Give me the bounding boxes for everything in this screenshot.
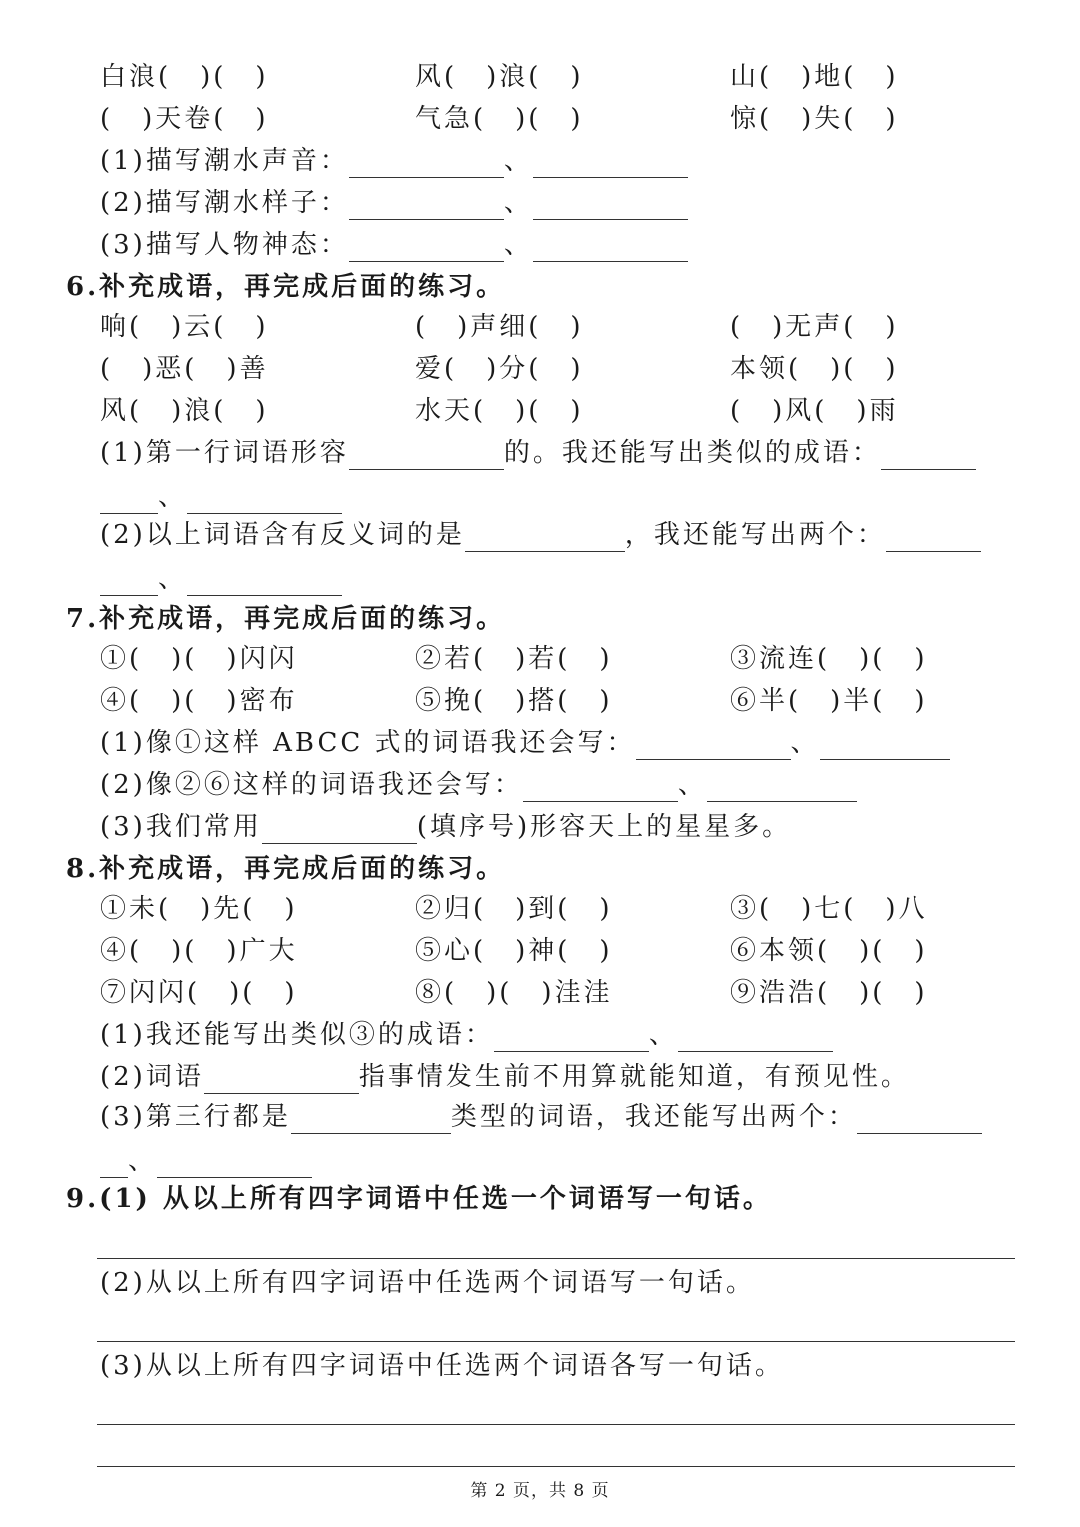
q5-sub-2: (2)描写潮水样子： 、: [100, 186, 688, 220]
answer-line[interactable]: [349, 149, 504, 178]
idiom-blank: ⑥本领( )( ): [730, 936, 928, 966]
answer-line[interactable]: [533, 233, 688, 262]
idiom-blank: 气急( )( ): [415, 104, 584, 134]
idiom-blank: 白浪( )( ): [100, 62, 269, 92]
question-9-sub-1: 9.(1) 从以上所有四字词语中任选一个词语写一句话。: [66, 1184, 772, 1214]
answer-line[interactable]: [857, 1105, 982, 1134]
idiom-blank: ③( )七( )八: [730, 894, 928, 924]
answer-line[interactable]: [100, 485, 158, 514]
idiom-blank: ①未( )先( ): [100, 894, 298, 924]
idiom-blank: 风( )浪( ): [415, 62, 584, 92]
idiom-blank: 山( )地( ): [730, 62, 899, 92]
answer-line[interactable]: [100, 1149, 128, 1178]
writing-line[interactable]: [97, 1258, 1015, 1259]
idiom-blank: ①( )( )闪闪: [100, 644, 298, 674]
answer-line[interactable]: [187, 567, 342, 596]
idiom-blank: 响( )云( ): [100, 312, 269, 342]
answer-line[interactable]: [533, 191, 688, 220]
answer-line[interactable]: [465, 523, 625, 552]
answer-line[interactable]: [707, 773, 857, 802]
answer-line[interactable]: [881, 441, 976, 470]
idiom-blank: 水天( )( ): [415, 396, 584, 426]
answer-line[interactable]: [187, 485, 342, 514]
answer-line[interactable]: [820, 731, 950, 760]
page-footer: 第 2 页，共 8 页: [470, 1481, 610, 1501]
q6-sub-2-cont: 、: [100, 562, 342, 596]
answer-line[interactable]: [349, 233, 504, 262]
q6-sub-1-cont: 、: [100, 480, 342, 514]
q8-sub-3-cont: 、: [100, 1144, 312, 1178]
idiom-blank: ( )恶( )善: [100, 354, 269, 384]
q7-sub-2: (2)像②⑥这样的词语我还会写： 、: [100, 768, 857, 802]
idiom-blank: ( )风( )雨: [730, 396, 899, 426]
writing-line[interactable]: [97, 1424, 1015, 1425]
answer-line[interactable]: [636, 731, 791, 760]
idiom-blank: ⑤心( )神( ): [415, 936, 613, 966]
idiom-blank: ⑤挽( )搭( ): [415, 686, 613, 716]
q8-sub-2: (2)词语 指事情发生前不用算就能知道，有预见性。: [100, 1062, 910, 1092]
question-9-sub-3: (3)从以上所有四字词语中任选两个词语各写一句话。: [100, 1351, 784, 1381]
answer-line[interactable]: [100, 567, 158, 596]
idiom-blank: 本领( )( ): [730, 354, 899, 384]
q5-sub-1: (1)描写潮水声音： 、: [100, 144, 688, 178]
answer-line[interactable]: [678, 1023, 833, 1052]
answer-line[interactable]: [262, 815, 417, 844]
idiom-blank: ⑦闪闪( )( ): [100, 978, 298, 1008]
idiom-blank: ②归( )到( ): [415, 894, 613, 924]
answer-line[interactable]: [157, 1149, 312, 1178]
q8-sub-1: (1)我还能写出类似③的成语： 、: [100, 1018, 833, 1052]
idiom-blank: ②若( )若( ): [415, 644, 613, 674]
answer-line[interactable]: [291, 1105, 451, 1134]
answer-line[interactable]: [533, 149, 688, 178]
q7-sub-3: (3)我们常用 (填序号)形容天上的星星多。: [100, 812, 792, 842]
idiom-blank: ⑥半( )半( ): [730, 686, 928, 716]
q8-sub-3: (3)第三行都是 类型的词语，我还能写出两个：: [100, 1100, 982, 1134]
writing-line[interactable]: [97, 1341, 1015, 1342]
question-6-title: 6.补充成语，再完成后面的练习。: [66, 272, 506, 302]
question-8-title: 8.补充成语，再完成后面的练习。: [66, 854, 506, 884]
answer-line[interactable]: [349, 441, 504, 470]
q5-sub-3: (3)描写人物神态： 、: [100, 228, 688, 262]
idiom-blank: ③流连( )( ): [730, 644, 928, 674]
answer-line[interactable]: [494, 1023, 649, 1052]
idiom-blank: ( )无声( ): [730, 312, 899, 342]
q7-sub-1: (1)像①这样 ABCC 式的词语我还会写： 、: [100, 726, 950, 760]
answer-line[interactable]: [523, 773, 678, 802]
idiom-blank: 惊( )失( ): [730, 104, 899, 134]
answer-line[interactable]: [886, 523, 981, 552]
q6-sub-2: (2)以上词语含有反义词的是 ，我还能写出两个：: [100, 518, 981, 552]
answer-line[interactable]: [349, 191, 504, 220]
idiom-blank: ⑨浩浩( )( ): [730, 978, 928, 1008]
idiom-blank: 爱( )分( ): [415, 354, 584, 384]
idiom-blank: ④( )( )广大: [100, 936, 298, 966]
idiom-blank: ( )声细( ): [415, 312, 584, 342]
idiom-blank: ④( )( )密布: [100, 686, 298, 716]
q6-sub-1: (1)第一行词语形容 的。我还能写出类似的成语：: [100, 436, 976, 470]
answer-line[interactable]: [204, 1065, 359, 1094]
question-9-sub-2: (2)从以上所有四字词语中任选两个词语写一句话。: [100, 1268, 755, 1298]
idiom-blank: ⑧( )( )洼洼: [415, 978, 613, 1008]
idiom-blank: 风( )浪( ): [100, 396, 269, 426]
question-7-title: 7.补充成语，再完成后面的练习。: [66, 604, 506, 634]
writing-line[interactable]: [97, 1466, 1015, 1467]
idiom-blank: ( )天卷( ): [100, 104, 269, 134]
